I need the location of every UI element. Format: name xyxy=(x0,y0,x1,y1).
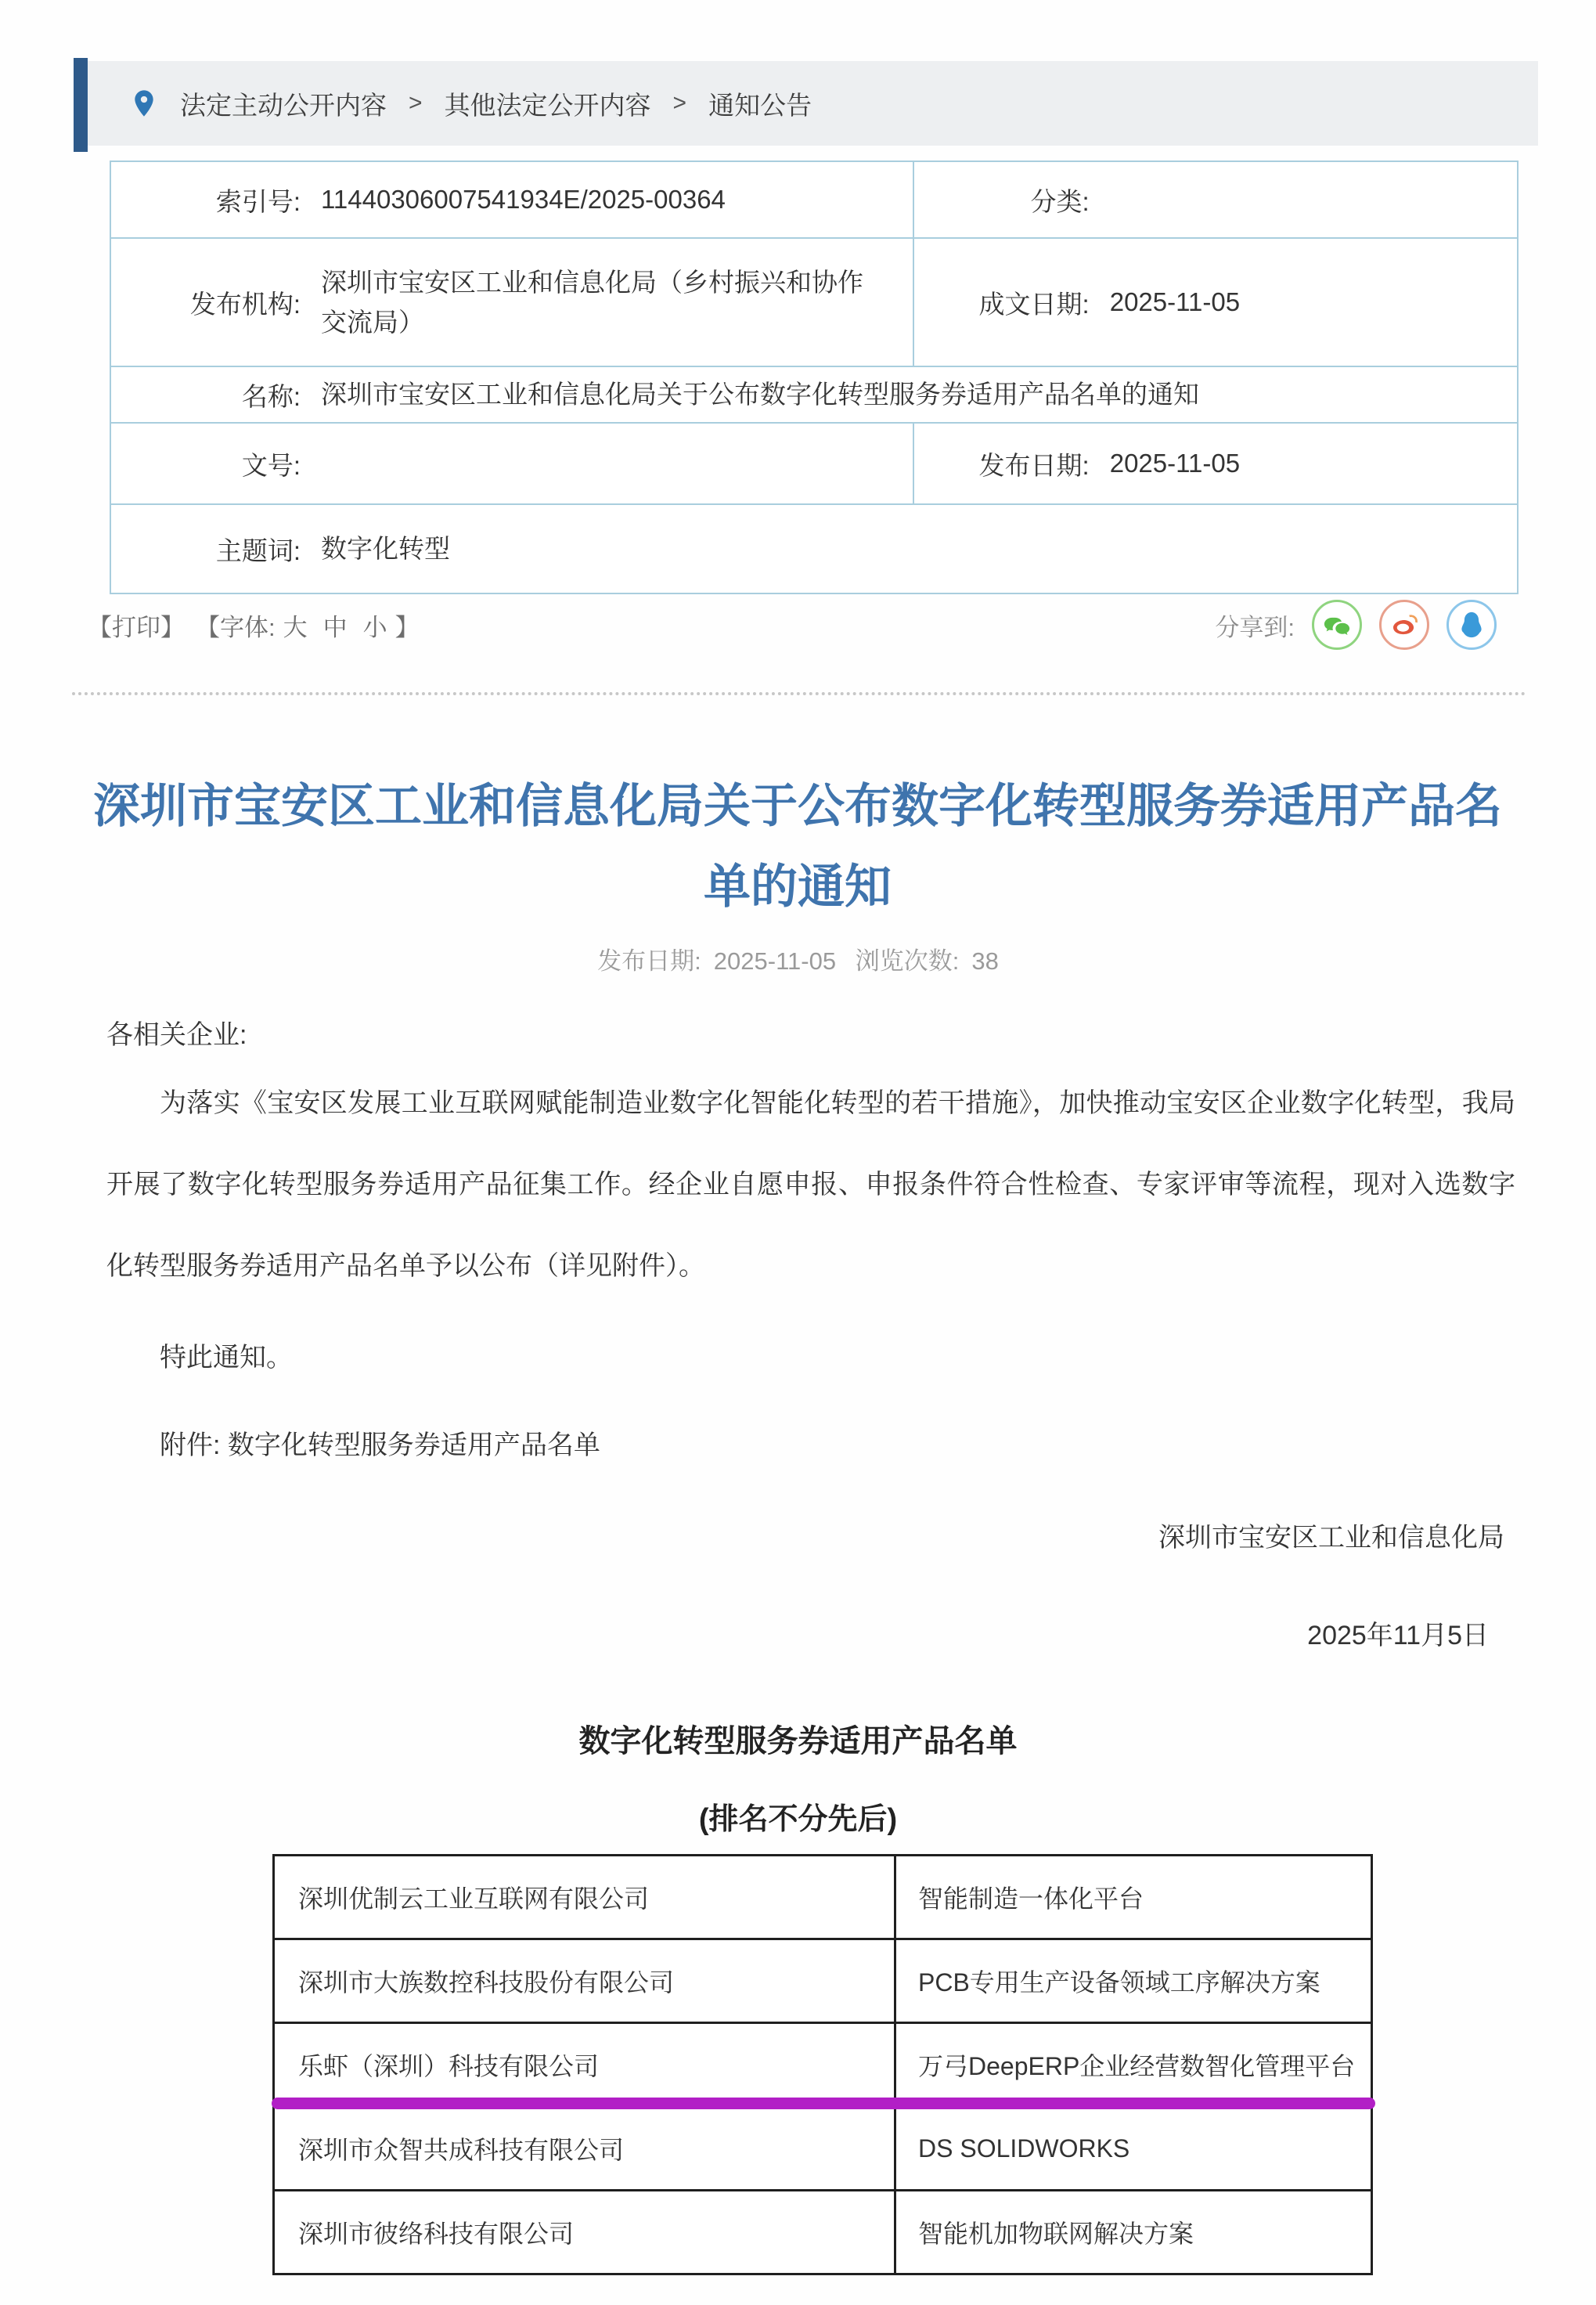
breadcrumb-separator: > xyxy=(409,90,423,116)
meta-label-category: 分类: xyxy=(1030,186,1090,216)
product-cell: PCB专用生产设备领域工序解决方案 xyxy=(894,1940,1371,2022)
article-body xyxy=(106,1018,1515,1655)
meta-label-publish-date: 发布日期: xyxy=(978,450,1090,480)
publish-date-label: 发布日期: xyxy=(597,947,701,975)
signature-org: 深圳市宝安区工业和信息化局 xyxy=(1158,1522,1504,1553)
product-cell: DS SOLIDWORKS xyxy=(894,2108,1371,2189)
font-size-large-button[interactable]: 大 xyxy=(283,613,308,641)
breadcrumb-item-notices[interactable]: 通知公告 xyxy=(708,90,812,120)
breadcrumb-separator: > xyxy=(672,90,687,116)
weibo-icon xyxy=(1388,608,1421,641)
meta-label-doc-number: 文号: xyxy=(241,450,301,480)
signature-date: 2025年11月5日 xyxy=(1307,1621,1489,1651)
breadcrumb-item-legal-disclosure[interactable]: 法定主动公开内容 xyxy=(180,90,387,120)
font-size-small-button[interactable]: 小 xyxy=(362,613,387,641)
magenta-highlight-underline xyxy=(272,2098,1375,2109)
font-size-label: 【字体: xyxy=(196,613,276,641)
product-cell: 智能制造一体化平台 xyxy=(894,1856,1371,1938)
product-cell: 智能机加物联网解决方案 xyxy=(894,2191,1371,2273)
meta-label-publisher: 发布机构: xyxy=(189,289,301,319)
share-label: 分享到: xyxy=(1215,613,1295,641)
salutation-line: 各相关企业: xyxy=(106,1020,247,1050)
breadcrumb-item-other-disclosure[interactable]: 其他法定公开内容 xyxy=(444,90,651,120)
meta-value-publish-date: 2025-11-05 xyxy=(1109,449,1241,478)
table-row xyxy=(275,2105,1371,2189)
body-paragraph-1: 为落实《宝安区发展工业互联网赋能制造业数字化智能化转型的若干措施》，加快推动宝安区企业数字化转型，我局开展了数字化转型服务券适用产品征集工作。经企业自愿申报、申报条件符合性检查、专家评审等流程，现对入选数字化转型服务券适用产品名单予以公布（详见附件）。 xyxy=(106,1088,1515,1281)
company-cell: 深圳市彼络科技有限公司 xyxy=(298,2220,575,2248)
meta-label-index: 索引号: xyxy=(215,186,301,216)
meta-value-keywords: 数字化转型 xyxy=(321,534,450,564)
meta-value-publisher: 深圳市宝安区工业和信息化局（乡村振兴和协作交流局） xyxy=(321,267,863,337)
print-button[interactable]: 【打印】 xyxy=(88,613,185,641)
views-label: 浏览次数: xyxy=(855,947,960,975)
meta-row-index-number xyxy=(111,162,1517,237)
font-size-medium-button[interactable]: 中 xyxy=(322,613,348,641)
table-row-highlighted xyxy=(275,2022,1371,2105)
article-toolbar xyxy=(88,595,1497,655)
publish-date-value: 2025-11-05 xyxy=(713,947,837,975)
company-cell: 深圳市大族数控科技股份有限公司 xyxy=(298,1968,675,1997)
table-row xyxy=(275,2189,1371,2273)
meta-row-title xyxy=(111,366,1517,422)
meta-row-keywords xyxy=(111,503,1517,593)
table-row xyxy=(275,1856,1371,1938)
company-cell: 乐虾（深圳）科技有限公司 xyxy=(298,2052,600,2080)
dashed-divider xyxy=(72,692,1526,695)
meta-value-written-date: 2025-11-05 xyxy=(1109,287,1241,316)
views-value: 38 xyxy=(971,947,999,975)
share-weibo-button[interactable] xyxy=(1379,600,1429,650)
article-meta-line xyxy=(0,941,1596,976)
location-pin-icon xyxy=(128,88,160,119)
meta-row-publisher xyxy=(111,237,1517,366)
annex-product-table xyxy=(272,1854,1373,2275)
breadcrumb xyxy=(88,61,1538,146)
table-continuation-stubs xyxy=(272,2248,1373,2256)
meta-label-written-date: 成文日期: xyxy=(978,289,1090,319)
meta-row-doc-number xyxy=(111,422,1517,503)
annex-subtitle: (排名不分先后) xyxy=(698,1803,898,1836)
body-paragraph-notice: 特此通知。 xyxy=(160,1343,293,1373)
table-row xyxy=(275,1938,1371,2022)
article-title: 深圳市宝安区工业和信息化局关于公布数字化转型服务券适用产品名单的通知 xyxy=(93,780,1502,914)
product-cell: 万弓DeepERP企业经营数智化管理平台 xyxy=(894,2024,1371,2105)
wechat-icon xyxy=(1320,608,1353,641)
qq-icon xyxy=(1455,608,1488,641)
share-controls xyxy=(1215,600,1497,650)
share-wechat-button[interactable] xyxy=(1312,600,1362,650)
annex-title: 数字化转型服务券适用产品名单 xyxy=(578,1724,1018,1759)
share-qq-button[interactable] xyxy=(1446,600,1497,650)
company-cell: 深圳优制云工业互联网有限公司 xyxy=(298,1885,650,1913)
document-meta-table xyxy=(110,161,1519,594)
meta-label-name: 名称: xyxy=(241,381,301,411)
meta-value-name: 深圳市宝安区工业和信息化局关于公布数字化转型服务券适用产品名单的通知 xyxy=(321,380,1199,409)
meta-label-keywords: 主题词: xyxy=(215,536,301,565)
breadcrumb-accent-bar xyxy=(74,58,88,152)
attachment-link-line[interactable]: 附件: 数字化转型服务券适用产品名单 xyxy=(160,1430,600,1460)
print-font-controls xyxy=(88,608,420,643)
font-size-label-close: 】 xyxy=(394,613,420,641)
company-cell: 深圳市众智共成科技有限公司 xyxy=(298,2136,625,2164)
meta-value-index: 11440306007541934E/2025-00364 xyxy=(321,185,726,215)
